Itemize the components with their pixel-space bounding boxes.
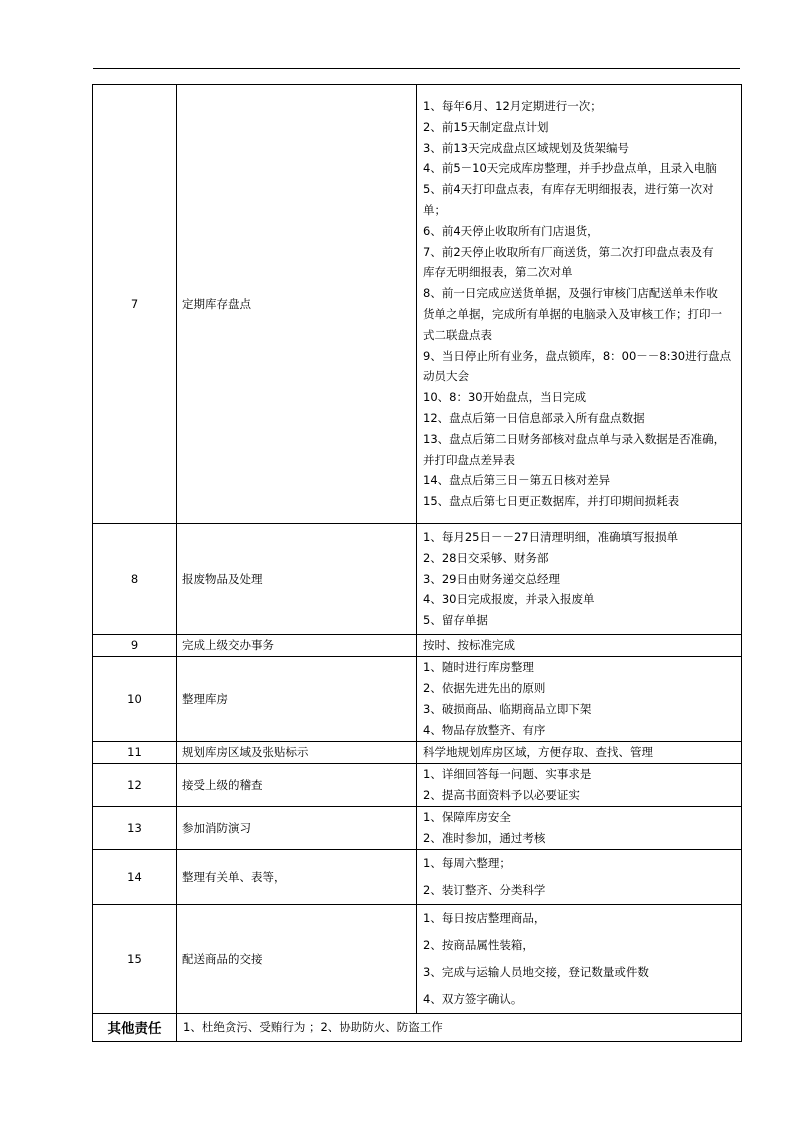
item-number: 8 xyxy=(93,524,177,635)
task-details xyxy=(417,849,742,904)
task-name: 整理有关单、表等， xyxy=(177,849,417,904)
table-row xyxy=(93,524,742,635)
task-details xyxy=(417,904,742,1013)
detail-line: 3、完成与运输人员地交接，登记数量或件数 xyxy=(423,964,649,979)
detail-line: 1、每周六整理； xyxy=(423,855,511,870)
detail-line: 13、盘点后第二日财务部核对盘点单与录入数据是否准确， xyxy=(423,431,726,446)
task-details xyxy=(417,741,742,763)
detail-line: 2、按商品属性装箱， xyxy=(423,937,534,952)
task-details xyxy=(417,763,742,806)
detail-line: 动员大会 xyxy=(423,369,469,384)
detail-line: 1、每年6月、12月定期进行一次； xyxy=(423,99,602,114)
detail-line: 2、前15天制定盘点计划 xyxy=(423,119,549,134)
item-number: 14 xyxy=(93,849,177,904)
detail-line: 4、物品存放整齐、有序 xyxy=(423,722,546,737)
detail-line: 科学地规划库房区域，方便存取、查找、管理 xyxy=(423,745,653,760)
task-name: 参加消防演习 xyxy=(177,806,417,849)
other-responsibilities-label: 其他责任 xyxy=(93,1013,177,1041)
table-row xyxy=(93,763,742,806)
detail-line: 货单之单据，完成所有单据的电脑录入及审核工作；打印一 xyxy=(423,307,722,321)
detail-line: 3、前13天完成盘点区域规划及货架编号 xyxy=(423,140,629,155)
detail-line: 3、29日由财务递交总经理 xyxy=(423,571,560,586)
detail-line: 1、每日按店整理商品， xyxy=(423,910,546,925)
table-row xyxy=(93,85,742,524)
task-name: 接受上级的稽查 xyxy=(177,763,417,806)
detail-line: 10、8：30开始盘点，当日完成 xyxy=(423,390,587,405)
task-name: 完成上级交办事务 xyxy=(177,634,417,656)
table-row xyxy=(93,656,742,741)
item-number: 15 xyxy=(93,904,177,1013)
detail-line: 5、留存单据 xyxy=(423,613,488,628)
detail-line: 1、每月25日－－27日清理明细，准确填写报损单 xyxy=(423,530,679,544)
detail-line: 2、28日交采够、财务部 xyxy=(423,550,549,565)
detail-line: 8、前一日完成应送货单据，及强行审核门店配送单未作收 xyxy=(423,286,718,301)
task-details xyxy=(417,806,742,849)
task-name: 整理库房 xyxy=(177,656,417,741)
detail-line: 14、盘点后第三日－第五日核对差异 xyxy=(423,473,611,488)
detail-line: 12、盘点后第一日信息部录入所有盘点数据 xyxy=(423,410,645,425)
detail-line: 1、随时进行库房整理 xyxy=(423,660,534,675)
detail-line: 2、准时参加，通过考核 xyxy=(423,830,546,845)
table-row xyxy=(93,741,742,763)
detail-line: 1、保障库房安全 xyxy=(423,810,511,825)
item-number: 7 xyxy=(93,85,177,524)
header-rule xyxy=(93,68,740,69)
detail-line: 9、当日停止所有业务，盘点锁库，8：00－－8:30进行盘点 xyxy=(423,348,732,363)
detail-line: 4、前5－10天完成库房整理，并手抄盘点单，且录入电脑 xyxy=(423,161,717,176)
detail-line: 2、提高书面资料予以必要证实 xyxy=(423,787,580,802)
task-details xyxy=(417,634,742,656)
detail-line: 1、详细回答每一问题、实事求是 xyxy=(423,767,592,782)
detail-line: 15、盘点后第七日更正数据库，并打印期间损耗表 xyxy=(423,494,680,509)
detail-line: 2、依据先进先出的原则 xyxy=(423,681,546,696)
duty-table xyxy=(92,84,742,1042)
task-name: 定期库存盘点 xyxy=(177,85,417,524)
detail-line: 4、双方签字确认。 xyxy=(423,991,523,1006)
item-number: 13 xyxy=(93,806,177,849)
item-number: 12 xyxy=(93,763,177,806)
table-row xyxy=(93,806,742,849)
task-name: 报废物品及处理 xyxy=(177,524,417,635)
detail-line: 并打印盘点差异表 xyxy=(423,452,515,467)
task-details xyxy=(417,656,742,741)
detail-line: 按时、按标准完成 xyxy=(423,638,515,653)
detail-line: 式二联盘点表 xyxy=(423,327,492,342)
detail-line: 4、30日完成报废，并录入报废单 xyxy=(423,592,595,607)
detail-line: 单； xyxy=(423,203,446,218)
other-responsibilities-row xyxy=(93,1013,742,1041)
task-details xyxy=(417,524,742,635)
item-number: 9 xyxy=(93,634,177,656)
table-row xyxy=(93,904,742,1013)
detail-line: 5、前4天打印盘点表，有库存无明细报表，进行第一次对 xyxy=(423,182,714,197)
detail-line: 7、前2天停止收取所有厂商送货，第二次打印盘点表及有 xyxy=(423,244,714,259)
task-details xyxy=(417,85,742,524)
detail-line: 6、前4天停止收取所有门店退货， xyxy=(423,223,599,238)
task-name: 配送商品的交接 xyxy=(177,904,417,1013)
detail-line: 3、破损商品、临期商品立即下架 xyxy=(423,701,592,716)
task-name: 规划库房区域及张贴标示 xyxy=(177,741,417,763)
item-number: 10 xyxy=(93,656,177,741)
table-row xyxy=(93,634,742,656)
other-responsibilities-text: 1、杜绝贪污、受贿行为 ；2、协助防火、防盗工作 xyxy=(177,1013,742,1041)
detail-line: 库存无明细报表，第二次对单 xyxy=(423,265,573,280)
item-number: 11 xyxy=(93,741,177,763)
table-row xyxy=(93,849,742,904)
detail-line: 2、装订整齐、分类科学 xyxy=(423,882,546,897)
